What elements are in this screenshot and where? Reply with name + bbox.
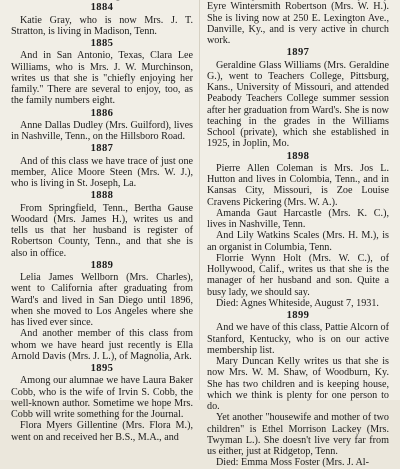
paragraph: And Lily Watkins Scales (Mrs. H. M.), is an organist in Columbia, Tenn.: [207, 230, 389, 253]
paragraph: Pierre Allen Coleman is Mrs. Jos L. Hutton and lives in Colombia, Tenn., and in Kansas City, Missouri, is Zoe Louise Cravens Pickering (Mrs. W. A.).: [207, 162, 389, 208]
paragraph: And we have of this class, Pattie Alcorn of Stanford, Kentucky, who is on our active membership list.: [207, 322, 389, 356]
class-year-heading: 1885: [90, 38, 114, 49]
paragraph: Lelia James Wellborn (Mrs. Charles), went to California after graduating from Ward's and lived in San Diego until 1896, when she moved to Los Angeles where she has lived ever since.: [11, 272, 193, 328]
paragraph: And another member of this class from whom we have heard just recently is Ella Arnold Davis (Mrs. J. L.), of Magnolia, Ark.: [11, 328, 193, 362]
paragraph: Mary Duncan Kelly writes us that she is now Mrs. W. M. Shaw, of Woodburn, Ky. She has two children and is keeping house, which we think is plenty for one person to do.: [207, 356, 389, 412]
paragraph: Florrie Wynn Holt (Mrs. W. C.), of Hollywood, Calif., writes us that she is the manager of her husband and son. Quite a busy lady, we should say.: [207, 252, 389, 298]
column-gutter: [199, 0, 200, 400]
paragraph: And of this class we have trace of just one member, Alice Moore Steen (Mrs. W. J.), who is living in St. Joseph, La.: [11, 155, 193, 189]
class-year-heading: 1898: [286, 150, 310, 162]
class-year-heading: 1886: [90, 107, 114, 119]
paragraph: From Springfield, Tenn., Bertha Gause Woodard (Mrs. James H.), writes us and tells us that her husband is register of Robertson County, Tenn., and that she is also in office.: [11, 202, 193, 259]
paragraph: Katie Gray, who is now Mrs. J. T. Stratton, is living in Madison, Tenn.: [11, 14, 193, 37]
paragraph: And in San Antonio, Texas, Clara Lee Williams, who is Mrs. J. W. Murchinson, writes us that she is "chiefly enjoying her family." There are several to enjoy, too, as the family numbers eight.: [11, 50, 193, 107]
right-column: [207, 0, 389, 469]
class-year-heading: 1895: [90, 363, 114, 374]
paragraph: Eyre Wintersmith Robertson (Mrs. W. H.). She is living now at 250 E. Lexington Ave., Danville, Ky., and is very active in church work.: [207, 1, 389, 46]
class-year-heading: 1887: [90, 143, 114, 155]
class-year-heading: 1884: [90, 2, 114, 14]
paragraph: Among our alumnae we have Laura Baker Cobb, who is the wife of Irvin S. Cobb, the well-known author. Sometime we hope Mrs. Cobb will write something for the Journal.: [11, 375, 193, 420]
paragraph: Amanda Gaut Harcastle (Mrs. K. C.), lives in Nashville, Tenn.: [207, 207, 389, 230]
paragraph: Flora Myers Gillentine (Mrs. Flora M.), went on and received her B.S., M.A., and: [11, 420, 193, 443]
class-year-heading: 1888: [90, 190, 114, 202]
paragraph: Died: Agnes Whiteside, August 7, 1931.: [216, 297, 379, 309]
paragraph: [11, 0, 193, 1]
paragraph: Yet another "housewife and mother of two children" is Ethel Morrison Lackey (Mrs. Twyman L.). She doesn't live very far from us either, just at Ridgetop, Tenn.: [207, 412, 389, 457]
left-column: [11, 0, 193, 443]
paragraph: Geraldine Glass Williams (Mrs. Geraldine G.), went to Teachers College, Pittsburg, Kans., University of Missouri, and attended Peabody Teachers College summer session after her graduation from Ward's. She is now teaching in the grades in the Williams School (private), which she established in 1925, in Joplin, Mo.: [207, 59, 389, 150]
class-year-heading: 1897: [286, 47, 310, 59]
paragraph: Died: Emma Moss Foster (Mrs. J. Al-: [216, 457, 369, 469]
paragraph: Anne Dallas Dudley (Mrs. Guilford), lives in Nashville, Tenn., on the Hillsboro Road.: [11, 119, 193, 142]
class-year-heading: 1889: [90, 259, 114, 271]
class-year-heading: 1899: [286, 310, 310, 321]
